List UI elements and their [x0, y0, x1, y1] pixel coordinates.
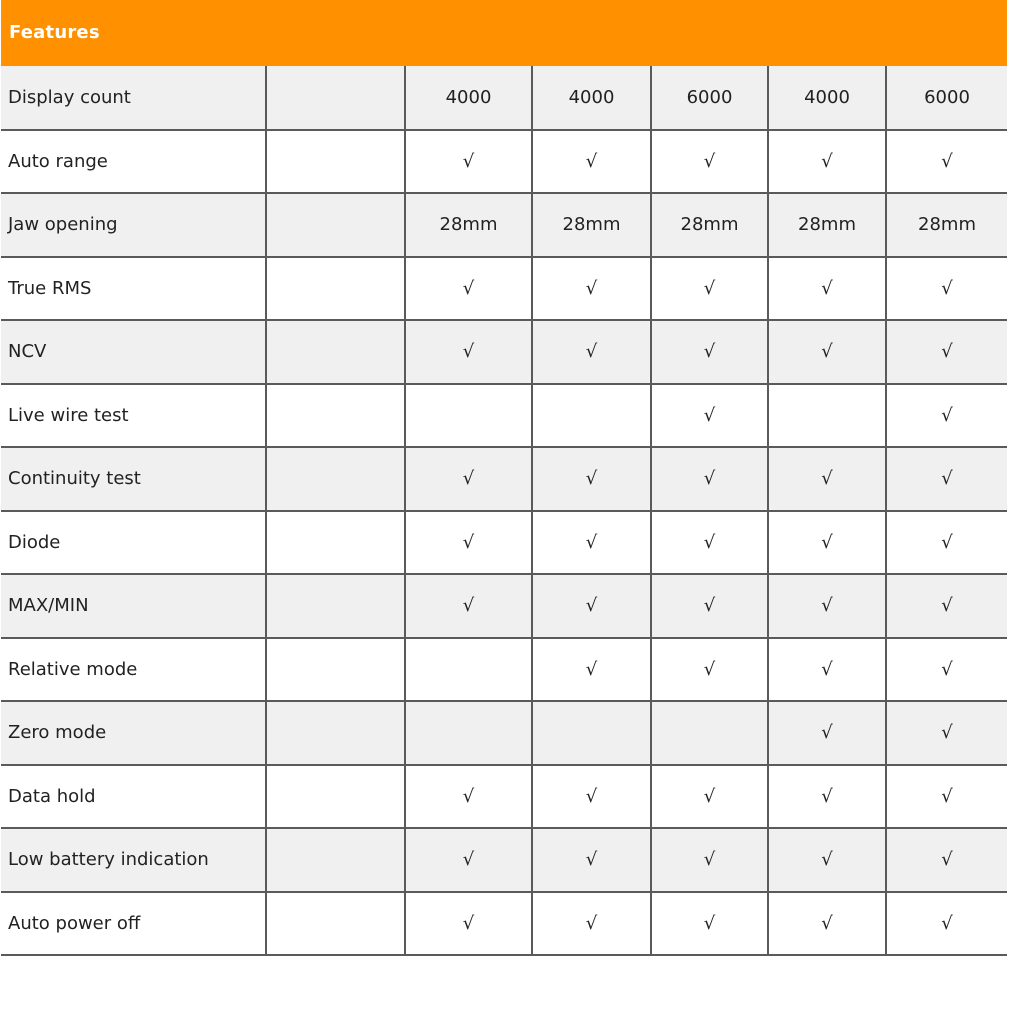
row-label: Continuity test	[1, 447, 266, 511]
table-cell: √	[532, 638, 651, 702]
table-cell: √	[886, 257, 1007, 321]
table-cell: √	[405, 511, 532, 575]
table-cell: 28mm	[405, 193, 532, 257]
table-cell: √	[405, 828, 532, 892]
table-cell: √	[768, 574, 886, 638]
table-cell: √	[886, 574, 1007, 638]
table-cell: √	[532, 828, 651, 892]
table-cell: √	[405, 447, 532, 511]
table-row	[1, 638, 1007, 702]
table-cell	[405, 638, 532, 702]
row-label: Display count	[1, 66, 266, 130]
table-row	[1, 701, 1007, 765]
table-cell: √	[532, 130, 651, 194]
table-cell: √	[405, 892, 532, 956]
table-cell: √	[532, 447, 651, 511]
table-row	[1, 447, 1007, 511]
table-cell: √	[886, 765, 1007, 829]
table-cell: √	[768, 701, 886, 765]
table-cell: √	[768, 257, 886, 321]
table-cell: √	[768, 828, 886, 892]
table-cell	[266, 511, 405, 575]
features-header	[1, 0, 1007, 66]
table-cell	[266, 193, 405, 257]
features-table	[1, 66, 1007, 956]
table-cell	[266, 765, 405, 829]
table-cell	[266, 320, 405, 384]
table-cell: 28mm	[886, 193, 1007, 257]
table-cell: 4000	[405, 66, 532, 130]
table-cell: √	[768, 511, 886, 575]
table-cell: √	[768, 447, 886, 511]
row-label: Auto range	[1, 130, 266, 194]
table-cell: 28mm	[768, 193, 886, 257]
row-label: Diode	[1, 511, 266, 575]
table-cell: √	[768, 130, 886, 194]
row-label: MAX/MIN	[1, 574, 266, 638]
table-cell: √	[405, 765, 532, 829]
table-cell	[532, 384, 651, 448]
row-label: Relative mode	[1, 638, 266, 702]
table-row	[1, 193, 1007, 257]
table-row	[1, 66, 1007, 130]
table-cell: √	[405, 574, 532, 638]
table-cell	[266, 384, 405, 448]
row-label: Live wire test	[1, 384, 266, 448]
table-cell: √	[768, 320, 886, 384]
table-cell: √	[768, 765, 886, 829]
table-cell: √	[768, 892, 886, 956]
row-label: Data hold	[1, 765, 266, 829]
table-cell: √	[886, 447, 1007, 511]
table-cell: √	[651, 130, 768, 194]
table-row	[1, 765, 1007, 829]
table-cell: 28mm	[651, 193, 768, 257]
table-cell: 6000	[651, 66, 768, 130]
table-cell	[266, 892, 405, 956]
table-cell: 4000	[532, 66, 651, 130]
table-cell: √	[886, 892, 1007, 956]
table-cell: √	[405, 130, 532, 194]
row-label: True RMS	[1, 257, 266, 321]
table-cell: √	[405, 320, 532, 384]
table-cell: √	[532, 511, 651, 575]
table-cell	[266, 130, 405, 194]
table-cell: 28mm	[532, 193, 651, 257]
row-label: Zero mode	[1, 701, 266, 765]
table-cell: √	[651, 511, 768, 575]
table-row	[1, 511, 1007, 575]
table-cell: √	[651, 892, 768, 956]
table-cell	[266, 447, 405, 511]
table-cell	[266, 574, 405, 638]
row-label: Low battery indication	[1, 828, 266, 892]
table-cell	[405, 384, 532, 448]
table-cell: √	[651, 574, 768, 638]
table-row	[1, 130, 1007, 194]
table-cell: √	[532, 765, 651, 829]
table-cell: √	[886, 320, 1007, 384]
table-cell: √	[532, 320, 651, 384]
row-label: NCV	[1, 320, 266, 384]
table-cell: √	[886, 701, 1007, 765]
table-cell: √	[651, 320, 768, 384]
table-cell: √	[651, 765, 768, 829]
table-cell: √	[651, 384, 768, 448]
table-cell: √	[886, 384, 1007, 448]
table-cell: √	[651, 257, 768, 321]
table-row	[1, 892, 1007, 956]
table-cell: √	[532, 257, 651, 321]
row-label: Auto power off	[1, 892, 266, 956]
row-label: Jaw opening	[1, 193, 266, 257]
table-cell: √	[886, 638, 1007, 702]
table-row	[1, 257, 1007, 321]
table-cell	[266, 257, 405, 321]
table-cell: √	[651, 447, 768, 511]
table-cell: 6000	[886, 66, 1007, 130]
table-cell	[651, 701, 768, 765]
table-cell: √	[768, 638, 886, 702]
table-cell	[768, 384, 886, 448]
table-cell	[532, 701, 651, 765]
table-cell: √	[886, 828, 1007, 892]
table-cell: √	[405, 257, 532, 321]
table-cell: √	[886, 130, 1007, 194]
table-cell	[405, 701, 532, 765]
table-cell: √	[532, 892, 651, 956]
table-cell	[266, 701, 405, 765]
table-row	[1, 384, 1007, 448]
table-row	[1, 828, 1007, 892]
table-cell: √	[532, 574, 651, 638]
table-cell	[266, 66, 405, 130]
table-cell	[266, 828, 405, 892]
table-row	[1, 574, 1007, 638]
table-cell: 4000	[768, 66, 886, 130]
header-title: Features	[9, 22, 100, 43]
table-cell: √	[886, 511, 1007, 575]
table-cell	[266, 638, 405, 702]
table-row	[1, 320, 1007, 384]
table-cell: √	[651, 638, 768, 702]
table-cell: √	[651, 828, 768, 892]
